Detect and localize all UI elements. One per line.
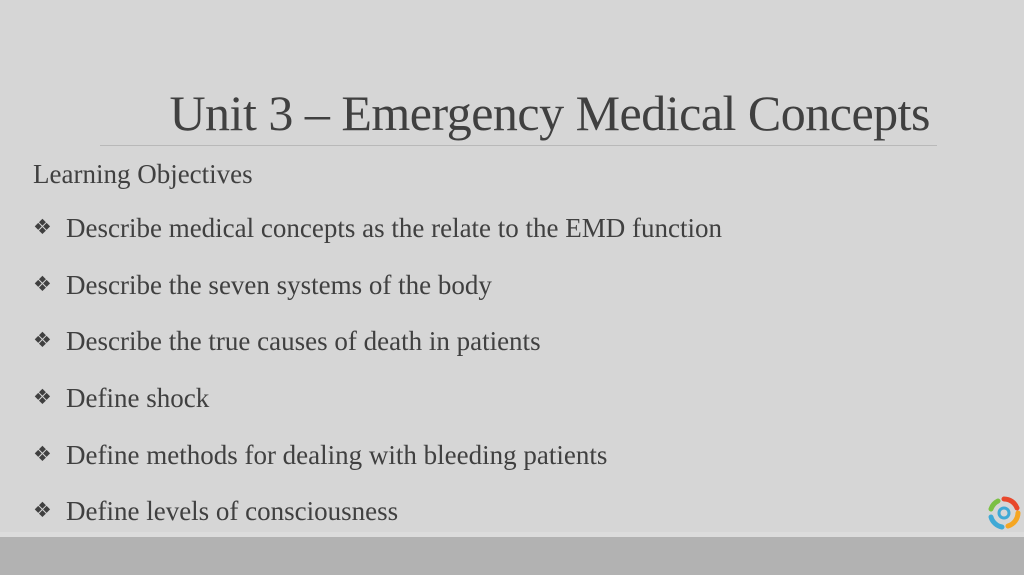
objective-item: [33, 382, 722, 439]
objective-text: Describe the true causes of death in patients: [66, 326, 541, 357]
objective-text: Define shock: [66, 383, 210, 414]
diamond-bullet-icon: ❖: [33, 498, 52, 523]
title-divider: [100, 145, 937, 146]
objective-item: [33, 325, 722, 382]
objective-item: [33, 439, 722, 496]
logo-arc-blue: [991, 517, 1002, 527]
swirl-logo-icon: [986, 495, 1022, 531]
slide-subtitle: Learning Objectives: [33, 159, 253, 189]
diamond-bullet-icon: ❖: [33, 328, 52, 353]
footer-bar: [0, 537, 1024, 575]
slide-title: Unit 3 – Emergency Medical Concepts: [169, 85, 930, 141]
objective-item: [33, 212, 722, 269]
diamond-bullet-icon: ❖: [33, 385, 52, 410]
objective-text: Define methods for dealing with bleeding patients: [66, 439, 608, 470]
logo-arc-red: [1004, 499, 1017, 508]
objective-text: Define levels of consciousness: [66, 496, 399, 527]
objective-item: [33, 269, 722, 326]
objective-text: Describe the seven systems of the body: [66, 269, 492, 300]
logo-core: [999, 508, 1009, 518]
diamond-bullet-icon: ❖: [33, 215, 52, 239]
diamond-bullet-icon: ❖: [33, 271, 52, 296]
objective-text: Describe medical concepts as the relate to the EMD function: [66, 213, 723, 243]
objectives-list: [33, 212, 722, 552]
logo-arc-green: [991, 501, 998, 509]
diamond-bullet-icon: ❖: [33, 441, 52, 466]
